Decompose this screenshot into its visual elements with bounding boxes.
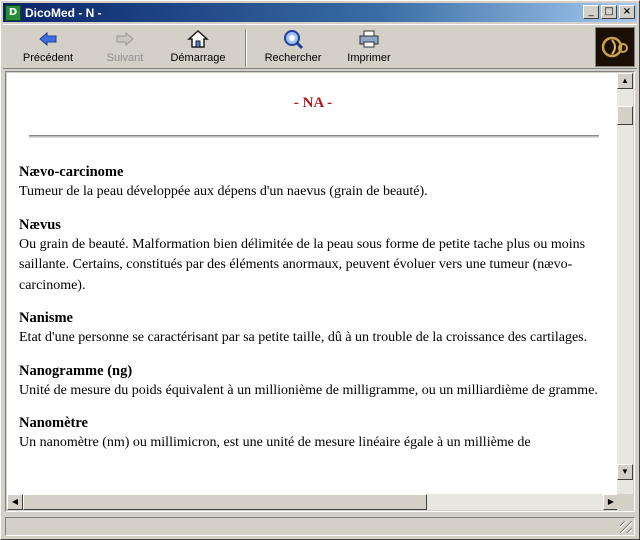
entry-definition: Etat d'une personne se caractérisant par sa petite taille, dû à un trouble de la croissance des cartilages. <box>19 330 588 345</box>
list-item <box>19 308 607 349</box>
scroll-left-button[interactable]: ◀ <box>7 494 23 510</box>
title-bar[interactable] <box>3 3 637 22</box>
list-item <box>19 413 607 454</box>
list-item <box>19 215 607 297</box>
content-frame <box>5 71 635 512</box>
entry-definition: Ou grain de beauté. Malformation bien délimitée de la peau sous forme de petite tache plus ou moins saillante. Certains, constitués par des éléments anormaux, peuvent évoluer vers une tumeur (nævo-carcinome). <box>19 236 586 293</box>
vertical-scroll-thumb[interactable] <box>617 106 633 125</box>
entry-definition: Unité de mesure du poids équivalent à un millionième de milligramme, ou un milliardième de gramme. <box>19 382 598 398</box>
dicomed-logo <box>595 27 635 67</box>
scroll-right-button[interactable]: ▶ <box>603 494 619 510</box>
minimize-button[interactable]: _ <box>583 5 599 19</box>
entry-term: Nanomètre <box>19 415 88 431</box>
divider <box>29 135 599 138</box>
list-item <box>19 361 607 402</box>
print-label: Imprimer <box>347 52 391 64</box>
document-view[interactable] <box>7 73 619 496</box>
arrow-left-icon <box>38 27 58 51</box>
entry-definition: Un nanomètre (nm) ou millimicron, est une unité de mesure linéaire égale à un millième de <box>19 435 531 450</box>
toolbar <box>3 24 637 69</box>
window-title: DicoMed - N - <box>25 5 102 20</box>
print-button[interactable] <box>343 27 395 67</box>
entry-definition: Tumeur de la peau développée aux dépens d'un naevus (grain de beauté). <box>19 184 428 199</box>
search-button[interactable] <box>261 27 325 67</box>
status-bar <box>5 517 635 536</box>
entry-list <box>19 162 607 466</box>
list-item <box>19 162 607 203</box>
close-button[interactable]: × <box>619 5 635 19</box>
entry-term: Nævo-carcinome <box>19 164 124 180</box>
vertical-scrollbar[interactable] <box>617 73 633 496</box>
search-icon <box>282 27 304 51</box>
home-button[interactable] <box>167 27 229 67</box>
entry-term: Nanogramme (ng) <box>19 362 133 379</box>
home-label: Démarrage <box>170 52 226 64</box>
search-label: Rechercher <box>264 52 322 64</box>
back-label: Précédent <box>22 52 74 64</box>
forward-label: Suivant <box>106 52 144 64</box>
page-title: - NA - <box>293 95 333 111</box>
maximize-button[interactable]: □ <box>601 5 617 19</box>
scroll-down-button[interactable]: ▼ <box>617 464 633 480</box>
toolbar-separator <box>245 29 247 67</box>
horizontal-scrollbar[interactable] <box>7 494 619 510</box>
entry-term: Nævus <box>19 216 61 233</box>
entry-term: Nanisme <box>19 310 73 326</box>
arrow-right-icon <box>115 27 135 51</box>
forward-button[interactable] <box>99 27 151 67</box>
window-controls <box>581 5 635 19</box>
home-icon <box>187 27 209 51</box>
horizontal-scroll-thumb[interactable] <box>23 494 427 510</box>
app-icon[interactable]: D <box>5 5 21 21</box>
scroll-up-button[interactable]: ▲ <box>617 73 633 89</box>
resize-grip-icon[interactable] <box>620 521 632 533</box>
printer-icon <box>358 27 380 51</box>
back-button[interactable] <box>17 27 79 67</box>
scrollbar-corner <box>617 494 633 510</box>
